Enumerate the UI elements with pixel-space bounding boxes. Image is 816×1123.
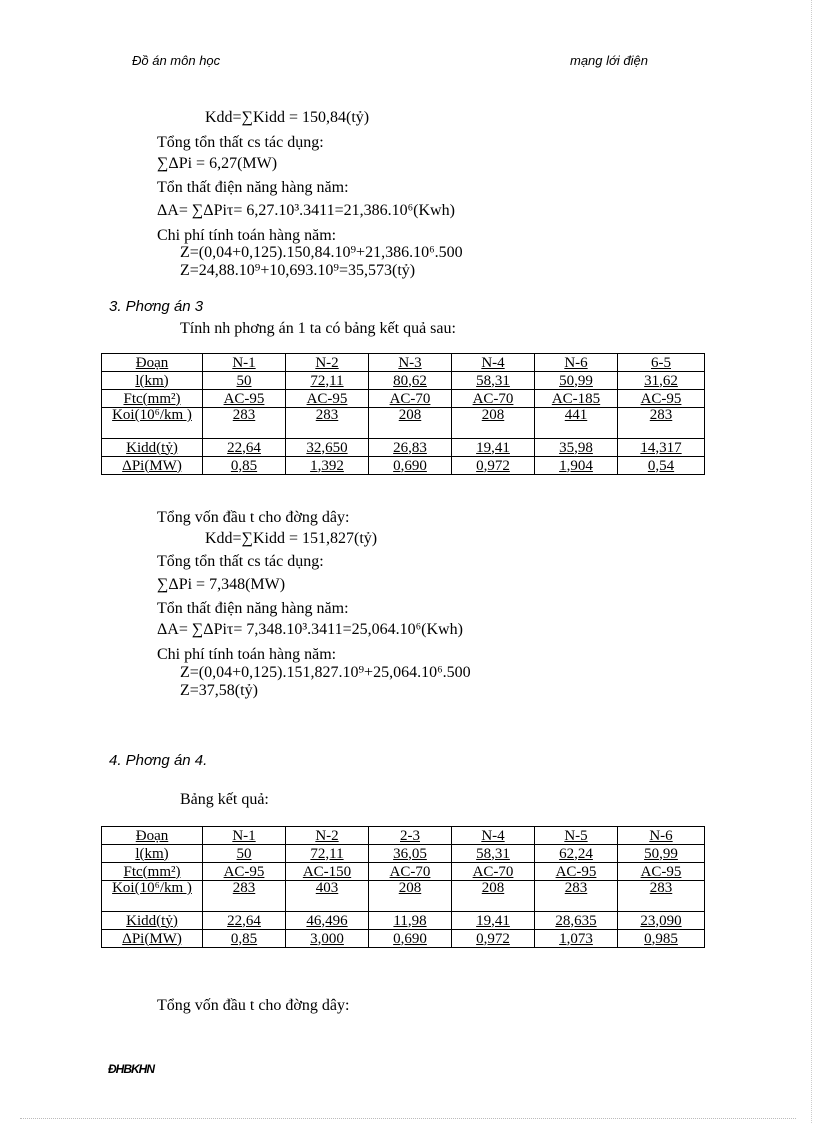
page-edge-bottom [20, 1118, 796, 1119]
table-row [102, 439, 705, 457]
loss-value: ∑ΔPi = 6,27(MW) [157, 155, 278, 172]
row-header-cell: Koi(10⁶/km ) [102, 408, 203, 439]
table-cell: 11,98 [369, 912, 452, 930]
row-header-cell: ΔPi(MW) [102, 930, 203, 948]
row-header-cell: Kidd(tỷ) [102, 912, 203, 930]
table-cell: 58,31 [452, 845, 535, 863]
header-right: mạng lới điện [570, 53, 648, 68]
table-cell: AC-95 [203, 390, 286, 408]
table-cell: 62,24 [535, 845, 618, 863]
table-cell: 283 [618, 408, 705, 439]
table-cell: N-1 [203, 827, 286, 845]
table-row [102, 930, 705, 948]
table-cell: 2-3 [369, 827, 452, 845]
energy-loss-formula: ΔA= ∑ΔPiτ= 6,27.10³.3411=21,386.10⁶(Kwh) [157, 202, 455, 219]
table-cell: AC-95 [535, 863, 618, 881]
cost-label: Chi phí tính toán hàng năm: [157, 227, 337, 244]
table-row [102, 845, 705, 863]
cost-formula-2: Z=24,88.10⁹+10,693.10⁹=35,573(tỷ) [180, 262, 416, 279]
table-row [102, 408, 705, 439]
table-cell: 50,99 [535, 372, 618, 390]
cost-label-3: Chi phí tính toán hàng năm: [157, 646, 337, 663]
table-cell: 1,073 [535, 930, 618, 948]
table-row [102, 912, 705, 930]
table-cell: 0,85 [203, 457, 286, 475]
kdd-total-line: Kdd=∑Kidd = 150,84(tỷ) [205, 109, 370, 126]
table-cell: 0,690 [369, 930, 452, 948]
row-header-cell: l(km) [102, 845, 203, 863]
table-cell: 50,99 [618, 845, 705, 863]
table-cell: 6-5 [618, 354, 705, 372]
table-cell: N-6 [535, 354, 618, 372]
table-cell: 28,635 [535, 912, 618, 930]
table-cell: AC-95 [286, 390, 369, 408]
table-cell: 46,496 [286, 912, 369, 930]
table-cell: 283 [286, 408, 369, 439]
row-header-cell: l(km) [102, 372, 203, 390]
table-cell: 1,904 [535, 457, 618, 475]
table-cell: N-4 [452, 354, 535, 372]
table-cell: AC-70 [452, 390, 535, 408]
table-cell: 26,83 [369, 439, 452, 457]
table-cell: 283 [203, 881, 286, 912]
table-cell: N-6 [618, 827, 705, 845]
table-cell: 0,972 [452, 930, 535, 948]
table-cell: AC-95 [618, 390, 705, 408]
section-4-intro: Bảng kết quả: [180, 791, 269, 808]
table-cell: 72,11 [286, 845, 369, 863]
table-cell: AC-185 [535, 390, 618, 408]
section-4-title: 4. Phơng án 4. [109, 752, 208, 769]
row-header-cell: Ftc(mm²) [102, 863, 203, 881]
table-cell: 19,41 [452, 439, 535, 457]
table-cell: N-3 [369, 354, 452, 372]
table-cell: 50 [203, 372, 286, 390]
table-cell: 50 [203, 845, 286, 863]
table-cell: 23,090 [618, 912, 705, 930]
row-header-cell: Đoạn [102, 827, 203, 845]
loss-value-3: ∑ΔPi = 7,348(MW) [157, 576, 286, 593]
table-cell: N-1 [203, 354, 286, 372]
row-header-cell: Kidd(tỷ) [102, 439, 203, 457]
table-row [102, 372, 705, 390]
section-3-title: 3. Phơng án 3 [109, 298, 204, 315]
table-cell: 0,54 [618, 457, 705, 475]
energy-loss-label-3: Tổn thất điện năng hàng năm: [157, 600, 349, 617]
results-table-option-3 [101, 353, 705, 475]
table-cell: 36,05 [369, 845, 452, 863]
page-edge-right [811, 0, 812, 1123]
table-cell: 0,985 [618, 930, 705, 948]
table-row [102, 390, 705, 408]
table-cell: 208 [369, 881, 452, 912]
table-cell: 31,62 [618, 372, 705, 390]
table-cell: 72,11 [286, 372, 369, 390]
table-cell: 80,62 [369, 372, 452, 390]
table-cell: 283 [618, 881, 705, 912]
table-cell: 208 [452, 408, 535, 439]
table-cell: AC-70 [452, 863, 535, 881]
table-cell: 208 [369, 408, 452, 439]
table-cell: 0,690 [369, 457, 452, 475]
table-cell: 0,85 [203, 930, 286, 948]
table-cell: 32,650 [286, 439, 369, 457]
header-left: Đồ án môn học [132, 53, 221, 68]
table-cell: 19,41 [452, 912, 535, 930]
table-cell: N-2 [286, 827, 369, 845]
section-3-intro: Tính nh phơng án 1 ta có bảng kết quả sau: [180, 320, 456, 337]
table-cell: AC-95 [203, 863, 286, 881]
table-cell: N-4 [452, 827, 535, 845]
table-row [102, 457, 705, 475]
table-cell: 283 [203, 408, 286, 439]
row-header-cell: Koi(10⁶/km ) [102, 881, 203, 912]
cost-formula-3b: Z=37,58(tỷ) [180, 682, 258, 699]
table-cell: 22,64 [203, 912, 286, 930]
table-cell: 22,64 [203, 439, 286, 457]
cost-formula-1: Z=(0,04+0,125).150,84.10⁹+21,386.10⁶.500 [180, 244, 463, 261]
table-cell: 283 [535, 881, 618, 912]
table-cell: AC-95 [618, 863, 705, 881]
table-cell: 1,392 [286, 457, 369, 475]
row-header-cell: Đoạn [102, 354, 203, 372]
table-cell: 403 [286, 881, 369, 912]
table-cell: 208 [452, 881, 535, 912]
table-row [102, 354, 705, 372]
table-cell: N-2 [286, 354, 369, 372]
results-table-option-4 [101, 826, 705, 948]
table-cell: AC-70 [369, 863, 452, 881]
table-cell: 3,000 [286, 930, 369, 948]
loss-label: Tổng tổn thất cs tác dụng: [157, 134, 324, 151]
table-cell: AC-150 [286, 863, 369, 881]
table-cell: 14,317 [618, 439, 705, 457]
energy-loss-formula-3: ΔA= ∑ΔPiτ= 7,348.10³.3411=25,064.10⁶(Kwh) [157, 621, 463, 638]
table-row [102, 881, 705, 912]
table-cell: 35,98 [535, 439, 618, 457]
table-cell: N-5 [535, 827, 618, 845]
table-cell: 58,31 [452, 372, 535, 390]
table-cell: AC-70 [369, 390, 452, 408]
table-row [102, 827, 705, 845]
table-cell: 0,972 [452, 457, 535, 475]
table-row [102, 863, 705, 881]
footer-mark: ĐHBKHN [108, 1062, 154, 1076]
invest-label-3: Tổng vốn đầu t cho đờng dây: [157, 509, 350, 526]
cost-formula-3a: Z=(0,04+0,125).151,827.10⁹+25,064.10⁶.500 [180, 664, 471, 681]
energy-loss-label: Tổn thất điện năng hàng năm: [157, 179, 349, 196]
loss-label-3: Tổng tổn thất cs tác dụng: [157, 553, 324, 570]
row-header-cell: ΔPi(MW) [102, 457, 203, 475]
kdd-total-3: Kdd=∑Kidd = 151,827(tỷ) [205, 530, 378, 547]
invest-label-4: Tổng vốn đầu t cho đờng dây: [157, 997, 350, 1014]
table-cell: 441 [535, 408, 618, 439]
row-header-cell: Ftc(mm²) [102, 390, 203, 408]
